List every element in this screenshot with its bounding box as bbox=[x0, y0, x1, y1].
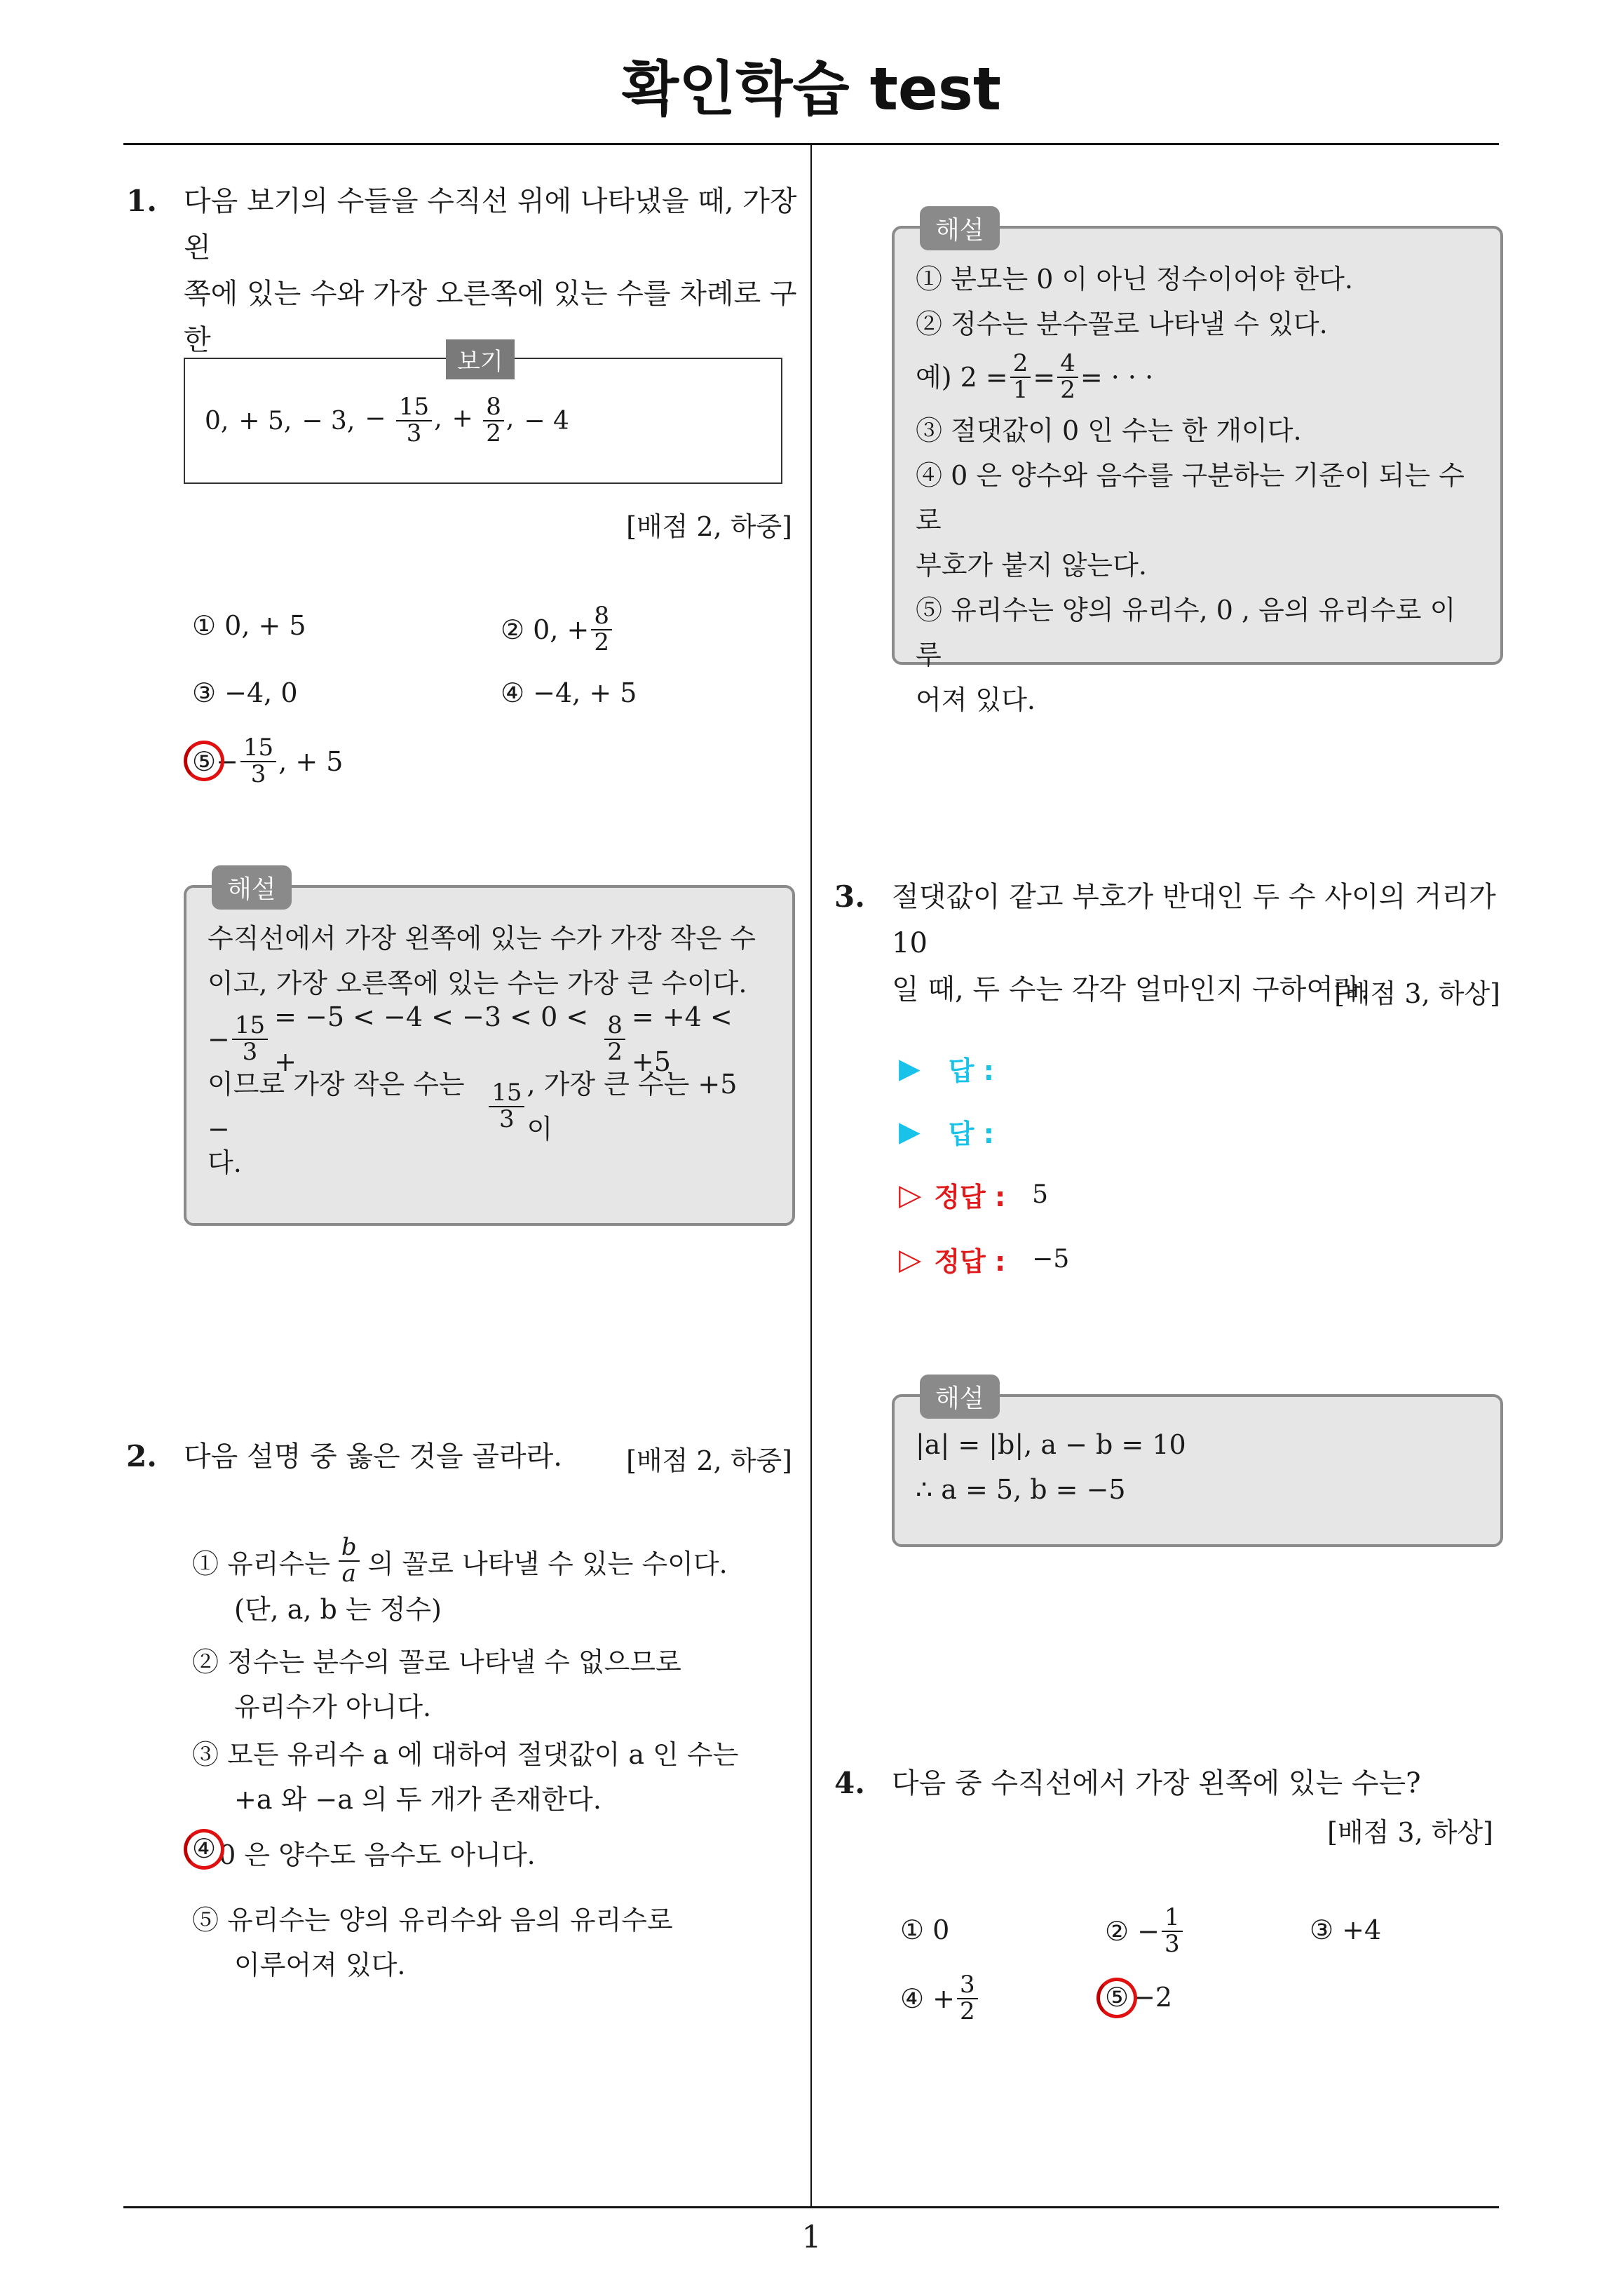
fraction bbox=[591, 604, 612, 655]
score-label: [배점 3, 하상] bbox=[1334, 978, 1500, 1009]
denominator: 2 bbox=[591, 629, 612, 656]
denominator: 2 bbox=[483, 420, 504, 447]
option-3[interactable]: ③ +4 bbox=[1310, 1915, 1382, 1945]
option-label: ④ bbox=[192, 1833, 217, 1864]
solution-conclusion bbox=[208, 1069, 771, 1144]
correct-answer-label: 정답 : bbox=[934, 1182, 1006, 1213]
question-number: 4. bbox=[834, 1766, 865, 1800]
solution-box bbox=[892, 226, 1503, 715]
separator: , bbox=[434, 405, 442, 433]
option-2[interactable] bbox=[192, 1640, 681, 1729]
fraction bbox=[1057, 351, 1078, 403]
question-number: 3. bbox=[834, 879, 865, 914]
option-text: −2 bbox=[1133, 1982, 1173, 2013]
question-text-line: 절댓값이 같고 부호가 반대인 두 수 사이의 거리가 10 bbox=[892, 881, 1496, 959]
fraction bbox=[483, 395, 504, 446]
question-text-line: 일 때, 두 수는 각각 얼마인지 구하여라. bbox=[892, 973, 1370, 1006]
solution-line: ③ 절댓값이 0 인 수는 한 개이다. bbox=[916, 415, 1302, 446]
numerator: 1 bbox=[1164, 1903, 1180, 1932]
denominator: 3 bbox=[1162, 1931, 1183, 1957]
sign: − bbox=[208, 1024, 230, 1055]
denominator: 3 bbox=[489, 1106, 524, 1133]
play-triangle-icon: ▶ bbox=[899, 1115, 921, 1148]
bogi-value: 0, bbox=[205, 406, 229, 435]
score-label: [배점 3, 하상] bbox=[1327, 1817, 1493, 1848]
solution-line: ④ 0 은 양수와 음수를 구분하는 기준이 되는 수로 bbox=[916, 460, 1465, 536]
option-text: 이루어져 있다. bbox=[234, 1950, 406, 1980]
solution-box bbox=[184, 885, 795, 1226]
option-text: ③ 모든 유리수 a 에 대하여 절댓값이 a 인 수는 bbox=[192, 1739, 739, 1770]
option-label: ② 0, + bbox=[501, 614, 590, 645]
inequality-text: = +4 < +5 bbox=[631, 1001, 733, 1077]
numerator: 4 bbox=[1060, 349, 1075, 378]
option-text: 유리수가 아니다. bbox=[234, 1691, 432, 1722]
bogi-value: − 4 bbox=[524, 406, 569, 435]
option-text: ⑤ 유리수는 양의 유리수와 음의 유리수로 bbox=[192, 1905, 673, 1936]
solution-text: = · · · bbox=[1080, 362, 1154, 393]
solution-label: 해설 bbox=[212, 865, 292, 910]
page-number: 1 bbox=[801, 2220, 822, 2255]
solution-label: 해설 bbox=[920, 206, 1000, 250]
solution-line: 다. bbox=[208, 1147, 242, 1178]
inequality-text: = −5 < −4 < −3 < 0 < + bbox=[274, 1001, 589, 1077]
option-label: ② − bbox=[1105, 1916, 1160, 1947]
solution-text: 이므로 가장 작은 수는− bbox=[208, 1069, 465, 1144]
solution-line: 이고, 가장 오른쪽에 있는 수는 가장 큰 수이다. bbox=[208, 968, 747, 999]
page-title: 확인학습 test bbox=[621, 55, 1002, 123]
solution-line: ∴ a = 5, b = −5 bbox=[916, 1474, 1126, 1505]
solution-line: 부호가 붙지 않는다. bbox=[916, 550, 1147, 581]
option-label: ⑤ bbox=[192, 746, 217, 777]
option-4[interactable] bbox=[900, 1964, 980, 2034]
option-4[interactable] bbox=[192, 1833, 536, 1872]
solution-line: 수직선에서 가장 왼쪽에 있는 수가 가장 작은 수 bbox=[208, 923, 756, 954]
open-triangle-icon: ▷ bbox=[899, 1242, 922, 1276]
denominator: 3 bbox=[240, 761, 276, 788]
answer-row-correct bbox=[899, 1240, 1069, 1278]
correct-answer-value: 5 bbox=[1032, 1180, 1049, 1209]
fraction bbox=[396, 395, 432, 446]
solution-line: 어져 있다. bbox=[916, 684, 1035, 715]
denominator: 3 bbox=[232, 1039, 268, 1065]
bogi-value-fraction bbox=[452, 395, 515, 446]
denominator: a bbox=[339, 1560, 360, 1587]
option-text: ② 정수는 분수의 꼴로 나타낼 수 없으므로 bbox=[192, 1647, 681, 1677]
correct-answer-label: 정답 : bbox=[934, 1246, 1006, 1277]
fraction bbox=[232, 1013, 268, 1065]
solution-text: = bbox=[1033, 362, 1056, 393]
answer-label: 답 : bbox=[948, 1119, 994, 1149]
sign: − bbox=[216, 746, 238, 777]
question-number: 2. bbox=[126, 1439, 157, 1473]
fraction bbox=[957, 1973, 978, 2024]
fraction bbox=[1162, 1905, 1183, 1957]
question-text: 다음 중 수직선에서 가장 왼쪽에 있는 수는? bbox=[892, 1767, 1421, 1799]
bogi-value-fraction bbox=[365, 395, 442, 446]
option-label: ④ + bbox=[900, 1983, 955, 2014]
bogi-values bbox=[205, 387, 569, 454]
option-3[interactable] bbox=[192, 1732, 738, 1822]
sign: + bbox=[451, 405, 473, 433]
open-triangle-icon: ▷ bbox=[899, 1177, 922, 1212]
question-text-line: 쪽에 있는 수와 가장 오른쪽에 있는 수를 차례로 구한 bbox=[184, 278, 797, 356]
footer-divider bbox=[123, 2206, 1499, 2208]
option-text: 의 꼴로 나타낼 수 있는 수이다. bbox=[367, 1548, 728, 1579]
option-text: 0 은 양수도 음수도 아니다. bbox=[219, 1839, 536, 1870]
solution-label: 해설 bbox=[920, 1375, 1000, 1419]
play-triangle-icon: ▶ bbox=[899, 1052, 921, 1085]
bogi-value: + 5, bbox=[238, 406, 292, 435]
column-divider bbox=[810, 144, 812, 2206]
option-1[interactable]: ① 0 bbox=[900, 1915, 950, 1945]
question-text: 다음 설명 중 옳은 것을 골라라. bbox=[184, 1440, 562, 1473]
option-1[interactable]: ① 0, + 5 bbox=[192, 610, 306, 641]
option-label: ⑤ bbox=[1105, 1982, 1129, 2013]
numerator: 15 bbox=[243, 734, 274, 762]
separator: , bbox=[505, 405, 515, 433]
fraction bbox=[339, 1535, 360, 1586]
option-1-note: (단, a, b 는 정수) bbox=[234, 1594, 442, 1625]
option-3[interactable]: ③ −4, 0 bbox=[192, 677, 298, 708]
fraction bbox=[1010, 351, 1031, 403]
answer-row-blank bbox=[899, 1049, 994, 1088]
solution-text: 예) 2 = bbox=[916, 362, 1008, 393]
solution-line: ② 정수는 분수꼴로 나타낼 수 있다. bbox=[916, 309, 1328, 339]
denominator: 2 bbox=[1057, 377, 1078, 403]
correct-answer-value: −5 bbox=[1032, 1245, 1070, 1274]
solution-example bbox=[916, 346, 1479, 408]
bogi-label: 보기 bbox=[446, 339, 515, 379]
question-number: 1. bbox=[126, 184, 157, 218]
answer-row-blank bbox=[899, 1112, 994, 1151]
option-text: +a 와 −a 의 두 개가 존재한다. bbox=[234, 1784, 602, 1815]
question-text-line: 다음 보기의 수들을 수직선 위에 나타냈을 때, 가장 왼 bbox=[184, 185, 797, 264]
numerator: 2 bbox=[1012, 349, 1028, 378]
option-2[interactable] bbox=[501, 595, 614, 665]
numerator: 8 bbox=[607, 1011, 623, 1040]
solution-line: ⑤ 유리수는 양의 유리수, 0 , 음의 유리수로 이루 bbox=[916, 595, 1456, 670]
sign: − bbox=[365, 405, 386, 433]
fraction bbox=[489, 1081, 524, 1132]
fraction bbox=[240, 736, 276, 787]
numerator: 8 bbox=[594, 602, 609, 630]
numerator: 15 bbox=[491, 1079, 522, 1107]
solution-line: ① 분모는 0 이 아닌 정수이어야 한다. bbox=[916, 264, 1353, 295]
fraction bbox=[604, 1013, 625, 1065]
numerator: 8 bbox=[486, 393, 501, 421]
numerator: 3 bbox=[960, 1971, 975, 1999]
option-2[interactable] bbox=[1105, 1896, 1185, 1966]
option-text: ① 유리수는 bbox=[192, 1548, 330, 1579]
answer-label: 답 : bbox=[948, 1055, 994, 1086]
score-label: [배점 2, 하중] bbox=[626, 1445, 792, 1476]
numerator: 15 bbox=[234, 1011, 266, 1040]
denominator: 3 bbox=[396, 420, 432, 447]
answer-circle-mark bbox=[1096, 1978, 1137, 2018]
option-text: , + 5 bbox=[278, 746, 344, 777]
numerator: 15 bbox=[398, 393, 430, 421]
option-5[interactable] bbox=[192, 1898, 673, 1987]
score-label: [배점 2, 하중] bbox=[626, 511, 792, 542]
answer-row-correct bbox=[899, 1175, 1048, 1214]
answer-circle-mark bbox=[184, 1829, 224, 1870]
denominator: 1 bbox=[1010, 377, 1031, 403]
denominator: 2 bbox=[957, 1998, 978, 2025]
numerator: b bbox=[341, 1533, 357, 1562]
bogi-value: − 3, bbox=[301, 406, 355, 435]
answer-circle-mark bbox=[184, 741, 224, 781]
solution-text: , 가장 큰 수는 +5 이 bbox=[527, 1069, 738, 1144]
option-1[interactable] bbox=[192, 1526, 728, 1596]
denominator: 2 bbox=[604, 1039, 625, 1065]
solution-line: |a| = |b|, a − b = 10 bbox=[916, 1429, 1186, 1460]
option-4[interactable]: ④ −4, + 5 bbox=[501, 677, 637, 708]
